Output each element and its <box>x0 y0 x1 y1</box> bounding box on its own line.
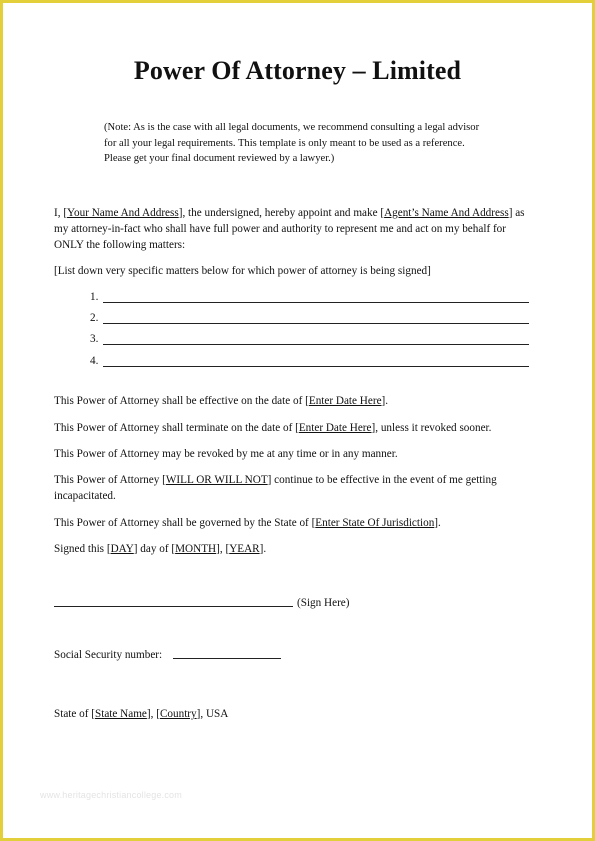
clause-text: This Power of Attorney shall terminate on the date of [ <box>54 422 299 434</box>
legal-note: (Note: As is the case with all legal documents, we recommend consulting a legal advisor for all your legal requirements. This template is only meant to be used as a reference. Please get your final document reviewed by a lawyer.) <box>104 122 480 164</box>
clause-text: ] continue to be effective in the event of me getting incapacitated. <box>54 474 497 502</box>
agent-name-field[interactable]: Agent’s Name And Address <box>384 207 509 219</box>
clause-text: ]. <box>434 517 441 529</box>
clause-text: This Power of Attorney [ <box>54 474 166 486</box>
signed-date-line <box>54 541 536 557</box>
state-name-field[interactable]: State Name <box>95 708 147 720</box>
matter-line-1[interactable] <box>90 291 530 305</box>
document-title: Power Of Attorney – Limited <box>133 56 462 85</box>
clause-text: State of [ <box>54 708 96 720</box>
watermark: www.heritagechristiancollege.com <box>40 790 182 800</box>
ssn-label: Social Security number: <box>54 649 163 661</box>
intro-text-3: ] as my attorney-in-fact who shall have full power and authority to represent me and act on my behalf for ONLY the following matters: <box>54 207 525 251</box>
day-field[interactable]: DAY <box>110 543 134 555</box>
clause-text: This Power of Attorney shall be effective on the date of [ <box>54 395 309 407</box>
jurisdiction-field[interactable]: Enter State Of Jurisdiction <box>315 517 435 529</box>
clause-text: Signed this [ <box>54 543 111 555</box>
matter-line-4[interactable] <box>90 355 530 369</box>
intro-text-1: I, [ <box>54 207 68 219</box>
list-number: 3. <box>90 333 99 345</box>
clause-text: This Power of Attorney shall be governed by the State of [ <box>54 517 316 529</box>
year-field[interactable]: YEAR <box>229 543 260 555</box>
blank-rule <box>103 323 529 324</box>
effective-clause <box>54 393 536 409</box>
list-instruction: [List down very specific matters below for which power of attorney is being signed] <box>54 265 431 277</box>
revoke-clause: This Power of Attorney may be revoked by me at any time or in any manner. <box>54 448 398 460</box>
intro-text-2: ], the undersigned, hereby appoint and make [ <box>178 207 385 219</box>
clause-text: ] day of [ <box>133 543 176 555</box>
blank-rule <box>103 302 529 303</box>
state-country-line <box>54 706 536 722</box>
clause-text: ], USA <box>196 708 229 720</box>
clause-text: ], [ <box>146 708 160 720</box>
blank-rule <box>103 366 529 367</box>
clause-text: ]. <box>381 395 389 407</box>
list-number: 4. <box>90 355 99 367</box>
blank-rule <box>103 344 529 345</box>
effective-date-field[interactable]: Enter Date Here <box>308 395 382 407</box>
country-field[interactable]: Country <box>159 708 197 720</box>
list-number: 1. <box>90 291 99 303</box>
ssn-field[interactable] <box>173 658 281 659</box>
signature-line[interactable] <box>54 606 293 607</box>
incapacitated-clause <box>54 472 536 504</box>
clause-text: ]. <box>259 543 267 555</box>
appointment-paragraph <box>54 205 536 253</box>
governing-law-clause <box>54 515 536 531</box>
matter-line-2[interactable] <box>90 312 530 326</box>
clause-text: ], [ <box>216 543 230 555</box>
will-or-will-not-field[interactable]: WILL OR WILL NOT <box>165 474 268 486</box>
clause-text: ], unless it revoked sooner. <box>371 422 492 434</box>
terminate-clause <box>54 420 536 436</box>
list-number: 2. <box>90 312 99 324</box>
termination-date-field[interactable]: Enter Date Here <box>298 422 372 434</box>
sign-here-label: (Sign Here) <box>297 597 350 609</box>
matter-line-3[interactable] <box>90 333 530 347</box>
your-name-field[interactable]: Your Name And Address <box>67 207 179 219</box>
month-field[interactable]: MONTH <box>175 543 217 555</box>
